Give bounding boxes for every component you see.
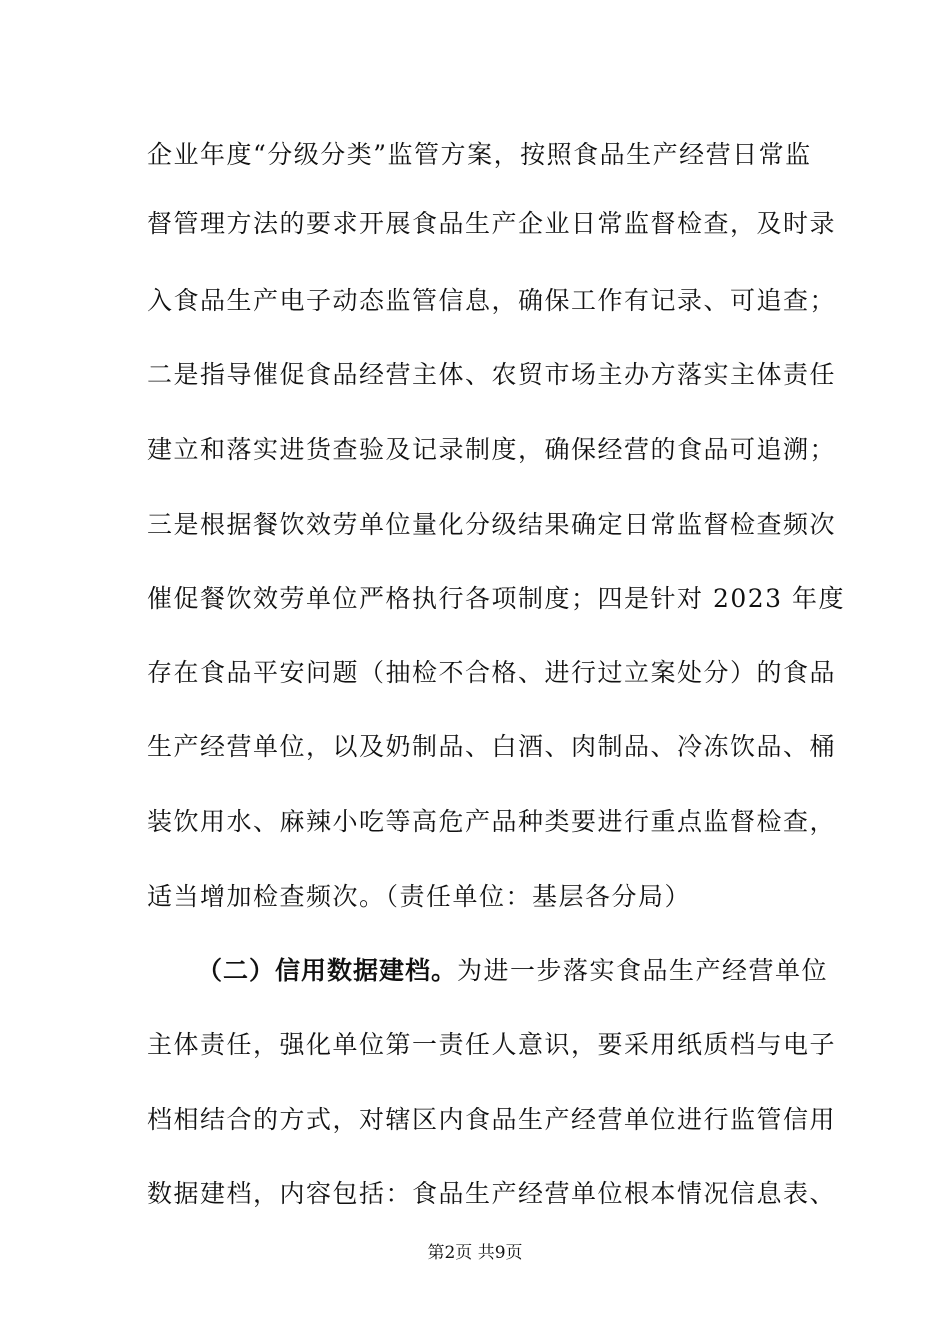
paragraph-line: 入食品生产电子动态监管信息，确保工作有记录、可追查； (147, 286, 837, 315)
paragraph-line: 数据建档，内容包括：食品生产经营单位根本情况信息表、 (147, 1179, 837, 1208)
paragraph-line: 主体责任，强化单位第一责任人意识，要采用纸质档与电子 (147, 1030, 837, 1059)
paragraph-line: 催促餐饮效劳单位严格执行各项制度；四是针对 2023 年度 (147, 584, 846, 613)
paragraph-line: 督管理方法的要求开展食品生产企业日常监督检查，及时录 (147, 209, 837, 238)
section-heading-line (197, 954, 829, 988)
paragraph-line: 适当增加检查频次。（责任单位：基层各分局） (147, 882, 692, 911)
paragraph-line: 三是根据餐饮效劳单位量化分级结果确定日常监督检查频次 (147, 510, 837, 539)
paragraph-line: 存在食品平安问题（抽检不合格、进行过立案处分）的食品 (147, 658, 837, 687)
paragraph-line: 建立和落实进货查验及记录制度，确保经营的食品可追溯； (147, 435, 837, 464)
paragraph-line: 装饮用水、麻辣小吃等高危产品种类要进行重点监督检查， (147, 807, 837, 836)
paragraph-line: 企业年度“分级分类”监管方案，按照食品生产经营日常监 (147, 140, 812, 169)
page-footer: 第2页 共9页 (427, 1243, 523, 1263)
paragraph-line: 档相结合的方式，对辖区内食品生产经营单位进行监管信用 (147, 1105, 837, 1134)
section-heading: （二）信用数据建档。 (197, 956, 458, 985)
paragraph-line: 生产经营单位，以及奶制品、白酒、肉制品、冷冻饮品、桶 (147, 732, 837, 761)
paragraph-line: 二是指导催促食品经营主体、农贸市场主办方落实主体责任 (147, 360, 837, 389)
section-heading-rest: 为进一步落实食品生产经营单位 (457, 956, 829, 985)
